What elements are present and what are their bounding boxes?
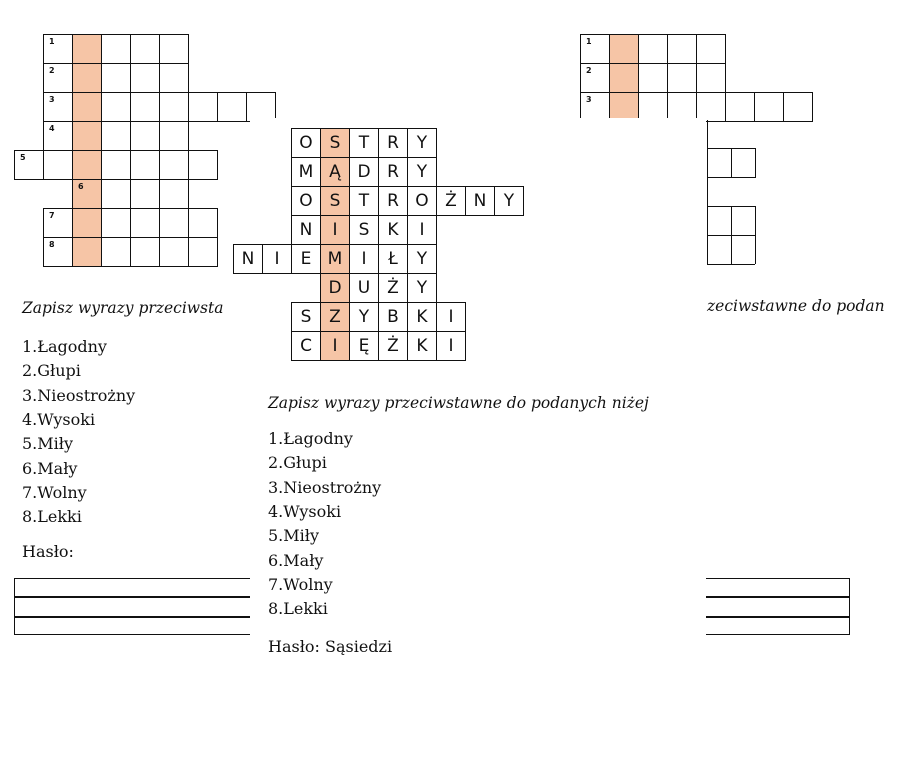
- worksheet-left-clue: 7.Wolny: [22, 482, 87, 502]
- crossword-cell[interactable]: [159, 34, 189, 64]
- crossword-letter-cell: I: [262, 244, 292, 274]
- crossword-letter-cell: Y: [407, 273, 437, 303]
- crossword-cell[interactable]: [580, 34, 610, 64]
- crossword-cell[interactable]: [188, 208, 218, 238]
- crossword-letter-cell: I: [320, 215, 350, 245]
- crossword-cell[interactable]: [725, 92, 755, 122]
- crossword-cell[interactable]: [217, 92, 247, 122]
- crossword-letter-cell: Z: [320, 302, 350, 332]
- crossword-letter-cell: I: [436, 331, 466, 361]
- crossword-letter-cell: Ę: [349, 331, 379, 361]
- row-number: 8: [49, 240, 55, 249]
- crossword-cell[interactable]: [159, 63, 189, 93]
- grid-right-edge-fragment: [707, 177, 755, 178]
- crossword-cell[interactable]: [101, 208, 131, 238]
- solution-clue: 6.Mały: [268, 550, 324, 570]
- crossword-cell[interactable]: [188, 92, 218, 122]
- crossword-cell[interactable]: [754, 92, 784, 122]
- worksheet-left-clue: 5.Miły: [22, 434, 73, 454]
- worksheet-left-clue: 3.Nieostrożny: [22, 385, 136, 405]
- crossword-cell[interactable]: [43, 34, 73, 64]
- crossword-cell[interactable]: [130, 208, 160, 238]
- crossword-cell[interactable]: [43, 92, 73, 122]
- crossword-letter-cell: I: [407, 215, 437, 245]
- grid-right-edge-fragment: [755, 148, 756, 178]
- row-number: 1: [49, 37, 55, 46]
- crossword-letter-cell: N: [233, 244, 263, 274]
- row-number: 3: [49, 95, 55, 104]
- crossword-cell[interactable]: [72, 150, 102, 180]
- crossword-cell[interactable]: [667, 63, 697, 93]
- crossword-cell[interactable]: [667, 34, 697, 64]
- solution-clue: 3.Nieostrożny: [268, 477, 382, 497]
- crossword-letter-cell: D: [320, 273, 350, 303]
- crossword-cell[interactable]: [130, 150, 160, 180]
- worksheet-left-haslo-label: Hasło:: [22, 542, 74, 561]
- crossword-letter-cell: Ż: [378, 331, 408, 361]
- crossword-cell[interactable]: [638, 34, 668, 64]
- row-number: 2: [586, 66, 592, 75]
- crossword-letter-cell: Y: [407, 128, 437, 158]
- crossword-cell[interactable]: [159, 150, 189, 180]
- crossword-letter-cell: I: [349, 244, 379, 274]
- crossword-letter-cell: K: [407, 331, 437, 361]
- crossword-cell[interactable]: [130, 63, 160, 93]
- crossword-letter-cell: O: [291, 186, 321, 216]
- worksheet-right-instruction: zeciwstawne do podan: [707, 297, 885, 315]
- solution-clue: 8.Lekki: [268, 599, 328, 619]
- row-number: 4: [49, 124, 55, 133]
- crossword-letter-cell: N: [291, 215, 321, 245]
- grid-right-edge-fragment: [707, 235, 755, 236]
- crossword-cell[interactable]: [783, 92, 813, 122]
- worksheet-left-clue: 4.Wysoki: [22, 409, 96, 429]
- crossword-letter-cell: I: [436, 302, 466, 332]
- answer-line-edge: [849, 578, 850, 634]
- crossword-cell[interactable]: [101, 121, 131, 151]
- crossword-letter-cell: I: [320, 331, 350, 361]
- row-number: 2: [49, 66, 55, 75]
- crossword-cell[interactable]: [72, 34, 102, 64]
- crossword-cell[interactable]: [638, 63, 668, 93]
- crossword-cell[interactable]: [72, 121, 102, 151]
- worksheet-left-instruction: Zapisz wyrazy przeciwsta: [22, 299, 224, 317]
- row-number: 6: [78, 182, 84, 191]
- crossword-cell[interactable]: [188, 237, 218, 267]
- crossword-letter-cell: Y: [494, 186, 524, 216]
- crossword-letter-cell: Y: [349, 302, 379, 332]
- crossword-cell[interactable]: [580, 63, 610, 93]
- crossword-cell[interactable]: [43, 237, 73, 267]
- crossword-cell[interactable]: [130, 237, 160, 267]
- crossword-letter-cell: R: [378, 157, 408, 187]
- crossword-cell[interactable]: [101, 63, 131, 93]
- crossword-letter-cell: R: [378, 186, 408, 216]
- crossword-cell[interactable]: [130, 179, 160, 209]
- crossword-letter-cell: M: [291, 157, 321, 187]
- crossword-cell[interactable]: [101, 34, 131, 64]
- crossword-cell[interactable]: [101, 92, 131, 122]
- solution-clue: 7.Wolny: [268, 574, 333, 594]
- crossword-cell[interactable]: [696, 63, 726, 93]
- crossword-cell[interactable]: [101, 150, 131, 180]
- crossword-letter-cell: O: [407, 186, 437, 216]
- crossword-cell[interactable]: [43, 208, 73, 238]
- crossword-letter-cell: Y: [407, 244, 437, 274]
- crossword-letter-cell: B: [378, 302, 408, 332]
- crossword-letter-cell: U: [349, 273, 379, 303]
- crossword-letter-cell: T: [349, 128, 379, 158]
- row-number: 3: [586, 95, 592, 104]
- crossword-letter-cell: S: [349, 215, 379, 245]
- crossword-letter-cell: R: [378, 128, 408, 158]
- crossword-letter-cell: K: [407, 302, 437, 332]
- crossword-cell[interactable]: [72, 63, 102, 93]
- worksheet-left-clue: 1.Łagodny: [22, 337, 107, 356]
- grid-right-edge-fragment: [731, 148, 732, 178]
- grid-right-edge-fragment: [755, 206, 756, 264]
- crossword-letter-cell: K: [378, 215, 408, 245]
- crossword-letter-cell: Ł: [378, 244, 408, 274]
- crossword-cell[interactable]: [130, 121, 160, 151]
- crossword-cell[interactable]: [72, 92, 102, 122]
- crossword-cell[interactable]: [130, 92, 160, 122]
- crossword-cell[interactable]: [72, 208, 102, 238]
- crossword-cell[interactable]: [72, 179, 102, 209]
- grid-right-edge-fragment: [707, 148, 755, 149]
- worksheet-left-clue: 8.Lekki: [22, 507, 82, 527]
- crossword-cell[interactable]: [130, 34, 160, 64]
- crossword-cell[interactable]: [159, 179, 189, 209]
- answer-line-edge: [14, 578, 15, 634]
- crossword-letter-cell: M: [320, 244, 350, 274]
- crossword-letter-cell: T: [349, 186, 379, 216]
- crossword-letter-cell: Y: [407, 157, 437, 187]
- grid-right-edge-fragment: [707, 264, 755, 265]
- crossword-letter-cell: Ą: [320, 157, 350, 187]
- crossword-cell[interactable]: [43, 121, 73, 151]
- crossword-cell[interactable]: [14, 150, 44, 180]
- crossword-cell[interactable]: [159, 208, 189, 238]
- crossword-letter-cell: N: [465, 186, 495, 216]
- solution-haslo: Hasło: Sąsiedzi: [268, 637, 393, 656]
- crossword-cell[interactable]: [159, 121, 189, 151]
- crossword-cell[interactable]: [609, 63, 639, 93]
- crossword-cell[interactable]: [72, 237, 102, 267]
- grid-right-edge-fragment: [707, 120, 708, 264]
- crossword-letter-cell: S: [291, 302, 321, 332]
- crossword-cell[interactable]: [696, 34, 726, 64]
- crossword-letter-cell: S: [320, 186, 350, 216]
- solution-clue: 2.Głupi: [268, 453, 327, 473]
- crossword-cell[interactable]: [159, 92, 189, 122]
- crossword-cell[interactable]: [43, 150, 73, 180]
- row-number: 1: [586, 37, 592, 46]
- worksheet-left-clue: 6.Mały: [22, 458, 78, 478]
- crossword-cell[interactable]: [609, 34, 639, 64]
- solution-clue: 4.Wysoki: [268, 501, 342, 521]
- crossword-letter-cell: E: [291, 244, 321, 274]
- crossword-letter-cell: Ż: [436, 186, 466, 216]
- solution-clue: 5.Miły: [268, 526, 319, 546]
- worksheet-left-clue: 2.Głupi: [22, 361, 81, 381]
- crossword-cell[interactable]: [43, 63, 73, 93]
- crossword-letter-cell: D: [349, 157, 379, 187]
- crossword-letter-cell: C: [291, 331, 321, 361]
- row-number: 5: [20, 153, 26, 162]
- crossword-cell[interactable]: [188, 150, 218, 180]
- crossword-cell[interactable]: [159, 237, 189, 267]
- crossword-letter-cell: S: [320, 128, 350, 158]
- crossword-cell[interactable]: [101, 179, 131, 209]
- crossword-letter-cell: Ż: [378, 273, 408, 303]
- solution-instruction: Zapisz wyrazy przeciwstawne do podanych niżej: [268, 394, 649, 412]
- crossword-letter-cell: O: [291, 128, 321, 158]
- row-number: 7: [49, 211, 55, 220]
- crossword-cell[interactable]: [101, 237, 131, 267]
- solution-clue: 1.Łagodny: [268, 429, 353, 448]
